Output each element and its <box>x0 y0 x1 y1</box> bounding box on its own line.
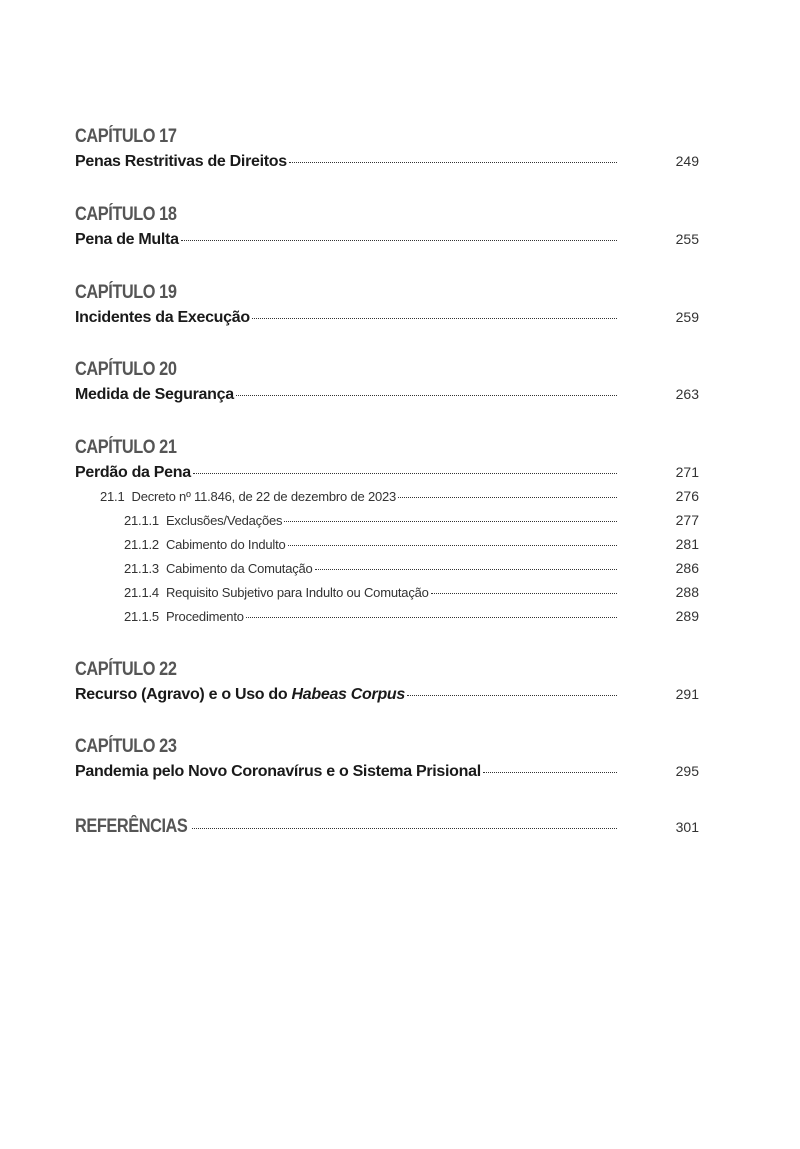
toc-entry-title: Penas Restritivas de Direitos <box>75 153 287 170</box>
dot-leader <box>289 162 617 163</box>
dot-leader <box>246 617 617 618</box>
toc-page-number: 255 <box>675 231 699 247</box>
chapter-18-heading: CAPÍTULO 18 <box>75 204 177 225</box>
toc-entry-chapter-19[interactable] <box>75 309 699 331</box>
toc-page-number: 259 <box>675 309 699 325</box>
toc-entry-title: Incidentes da Execução <box>75 309 250 326</box>
dot-leader <box>284 521 617 522</box>
toc-entry-subsection-21-1-1[interactable] <box>124 512 699 534</box>
chapter-23-heading: CAPÍTULO 23 <box>75 736 177 757</box>
toc-entry-title <box>124 561 313 576</box>
dot-leader <box>252 318 617 319</box>
toc-entry-title <box>124 585 429 600</box>
chapter-17-heading: CAPÍTULO 17 <box>75 126 177 147</box>
chapter-21-heading: CAPÍTULO 21 <box>75 437 177 458</box>
toc-page-number: 291 <box>675 686 699 702</box>
dot-leader <box>398 497 617 498</box>
chapter-22-heading: CAPÍTULO 22 <box>75 659 177 680</box>
toc-page-number: 277 <box>675 512 699 528</box>
section-title: Decreto nº 11.846, de 22 de dezembro de 2023 <box>131 489 397 504</box>
references-heading: REFERÊNCIAS <box>75 816 188 837</box>
toc-entry-chapter-23[interactable] <box>75 763 699 785</box>
toc-entry-subsection-21-1-2[interactable] <box>124 536 699 558</box>
toc-page-number: 263 <box>675 386 699 402</box>
section-number: 21.1.2 <box>124 537 159 552</box>
toc-entry-references[interactable] <box>75 816 699 838</box>
toc-entry-chapter-22[interactable] <box>75 686 699 708</box>
dot-leader <box>315 569 617 570</box>
dot-leader <box>193 473 617 474</box>
toc-page-number: 295 <box>675 763 699 779</box>
dot-leader <box>192 828 617 829</box>
title-prefix: Recurso (Agravo) e o Uso do <box>75 686 292 703</box>
toc-entry-subsection-21-1-5[interactable] <box>124 608 699 630</box>
toc-entry-chapter-20[interactable] <box>75 386 699 408</box>
section-number: 21.1.1 <box>124 513 159 528</box>
section-number: 21.1.5 <box>124 609 159 624</box>
toc-page-number: 276 <box>675 488 699 504</box>
toc-entry-title <box>100 489 396 504</box>
section-title: Cabimento do Indulto <box>165 537 286 552</box>
dot-leader <box>236 395 617 396</box>
toc-entry-title <box>124 513 282 528</box>
section-number: 21.1.3 <box>124 561 159 576</box>
toc-page-number: 281 <box>675 536 699 552</box>
chapter-20-heading: CAPÍTULO 20 <box>75 359 177 380</box>
toc-entry-subsection-21-1-4[interactable] <box>124 584 699 606</box>
dot-leader <box>407 695 617 696</box>
toc-entry-chapter-18[interactable] <box>75 231 699 253</box>
section-title: Procedimento <box>165 609 244 624</box>
dot-leader <box>181 240 617 241</box>
toc-entry-title: Pena de Multa <box>75 231 179 248</box>
chapter-19-heading: CAPÍTULO 19 <box>75 282 177 303</box>
toc-entry-title <box>124 609 244 624</box>
section-title: Requisito Subjetivo para Indulto ou Comutação <box>165 585 429 600</box>
toc-entry-chapter-21[interactable] <box>75 464 699 486</box>
toc-entry-subsection-21-1-3[interactable] <box>124 560 699 582</box>
toc-page-number: 288 <box>675 584 699 600</box>
dot-leader <box>483 772 617 773</box>
toc-page-number: 286 <box>675 560 699 576</box>
toc-entry-section-21-1[interactable] <box>100 488 699 510</box>
toc-entry-title <box>75 686 405 704</box>
toc-entry-title: Medida de Segurança <box>75 386 234 403</box>
toc-page-number: 289 <box>675 608 699 624</box>
title-italic: Habeas Corpus <box>291 686 405 703</box>
section-number: 21.1.4 <box>124 585 159 600</box>
toc-entry-chapter-17[interactable] <box>75 153 699 175</box>
toc-entry-title: Perdão da Pena <box>75 464 191 481</box>
toc-page-number: 301 <box>675 819 699 835</box>
dot-leader <box>288 545 617 546</box>
section-title: Cabimento da Comutação <box>165 561 313 576</box>
toc-entry-title: Pandemia pelo Novo Coronavírus e o Sistema Prisional <box>75 763 481 780</box>
toc-entry-title <box>124 537 286 552</box>
dot-leader <box>431 593 617 594</box>
section-title: Exclusões/Vedações <box>165 513 283 528</box>
section-number: 21.1 <box>100 489 125 504</box>
toc-page-number: 249 <box>675 153 699 169</box>
toc-page-number: 271 <box>675 464 699 480</box>
